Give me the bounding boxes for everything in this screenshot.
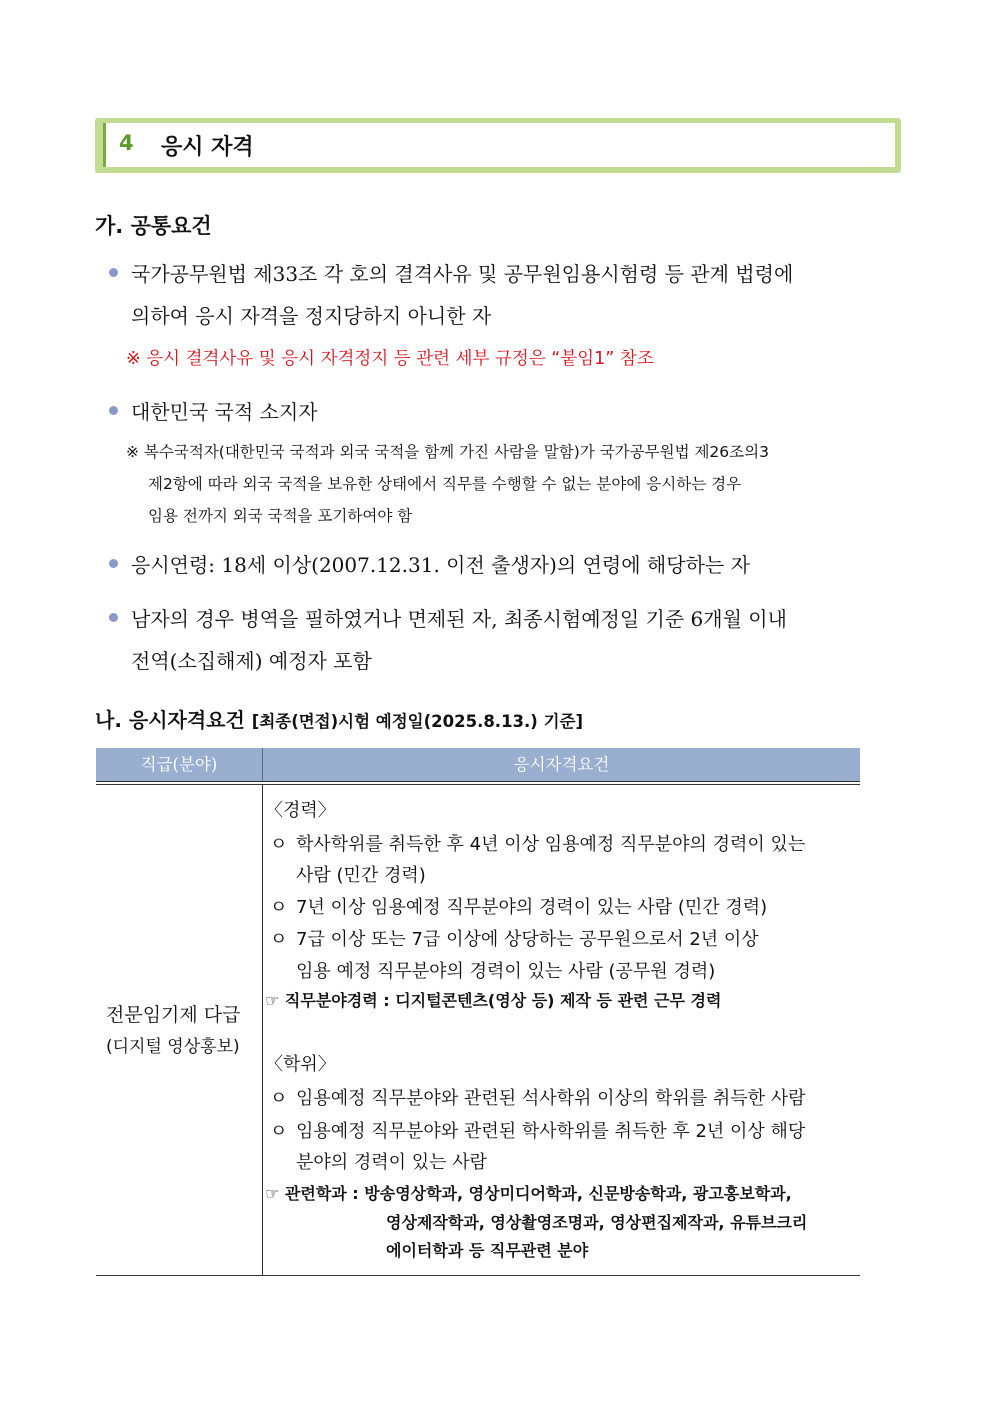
item-mark: ㅇ [270, 897, 288, 918]
common-b4-line1: 남자의 경우 병역을 필하였거나 면제된 자, 최종시험예정일 기준 6개월 이내 [131, 607, 787, 631]
career-item1-line2: 사람 (민간 경력) [296, 865, 426, 886]
bullet-icon [109, 613, 118, 622]
degree-title: 〈학위〉 [265, 1054, 336, 1075]
career-title: 〈경력〉 [265, 800, 336, 821]
career-item2: 7년 이상 임용예정 직무분야의 경력이 있는 사람 (민간 경력) [296, 897, 768, 918]
dept-note-line3: 에이터학과 등 직무관련 분야 [386, 1241, 589, 1260]
common-b2-note2: 제2항에 따라 외국 국적을 보유한 상태에서 직무를 수행할 수 없는 분야에 응시하는 경우 [148, 475, 742, 493]
common-b1-line2: 의하여 응시 자격을 정지당하지 아니한 자 [131, 304, 492, 328]
career-note: ☞ 직무분야경력 : 디지털콘텐츠(영상 등) 제작 등 관련 근무 경력 [265, 991, 722, 1010]
qual-heading-text: 나. 응시자격요건 [95, 708, 245, 732]
position-line1: 전문임기제 다급 [106, 1004, 241, 1026]
dept-note-line1: ☞ 관련학과 : 방송영상학과, 영상미디어학과, 신문방송학과, 광고홍보학과, [265, 1184, 792, 1203]
degree-item2-line2: 분야의 경력이 있는 사람 [296, 1152, 488, 1173]
common-b2-note3: 임용 전까지 외국 국적을 포기하여야 함 [148, 507, 413, 525]
item-mark: ㅇ [270, 929, 288, 950]
degree-item1: 임용예정 직무분야와 관련된 석사학위 이상의 학위를 취득한 사람 [296, 1088, 806, 1109]
item-mark: ㅇ [270, 1088, 288, 1109]
bullet-icon [109, 406, 118, 415]
qual-heading [95, 704, 583, 733]
common-heading: 가. 공통요건 [95, 214, 212, 238]
common-b4-line2: 전역(소집해제) 예정자 포함 [131, 649, 372, 673]
table-header [96, 748, 860, 781]
bullet-icon [109, 559, 118, 568]
section-header-inner [103, 123, 895, 167]
table-column-divider [262, 784, 263, 1275]
table-col-requirements: 응시자격요건 [513, 755, 610, 774]
career-item3-line1: 7급 이상 또는 7급 이상에 상당하는 공무원으로서 2년 이상 [296, 929, 759, 950]
section-header [95, 118, 901, 173]
bullet-icon [109, 268, 118, 277]
section-title: 응시 자격 [161, 135, 254, 160]
career-item1-line1: 학사학위를 취득한 후 4년 이상 임용예정 직무분야의 경력이 있는 [296, 834, 806, 855]
table-rule [96, 784, 860, 785]
position-line2: (디지털 영상홍보) [106, 1037, 240, 1057]
item-mark: ㅇ [270, 834, 288, 855]
table-col-position: 직급(분야) [140, 755, 218, 774]
table-bottom-rule [96, 1275, 860, 1276]
qual-heading-sub: [최종(면접)시험 예정일(2025.8.13.) 기준] [251, 712, 584, 731]
common-b1-note: ※ 응시 결격사유 및 응시 자격정지 등 관련 세부 규정은 “붙임1” 참조 [126, 349, 654, 369]
section-number: 4 [119, 131, 134, 155]
table-rule [96, 781, 860, 782]
degree-item2-line1: 임용예정 직무분야와 관련된 학사학위를 취득한 후 2년 이상 해당 [296, 1121, 806, 1142]
career-item3-line2: 임용 예정 직무분야의 경력이 있는 사람 (공무원 경력) [296, 961, 716, 982]
common-b2: 대한민국 국적 소지자 [131, 400, 318, 424]
common-b1-line1: 국가공무원법 제33조 각 호의 결격사유 및 공무원임용시험령 등 관계 법령에 [131, 262, 794, 286]
dept-note-line2: 영상제작학과, 영상촬영조명과, 영상편집제작과, 유튜브크리 [386, 1213, 808, 1232]
common-b3: 응시연령: 18세 이상(2007.12.31. 이전 출생자)의 연령에 해당하는 자 [131, 553, 750, 577]
item-mark: ㅇ [270, 1121, 288, 1142]
common-b2-note1: ※ 복수국적자(대한민국 국적과 외국 국적을 함께 가진 사람을 말함)가 국가공무원법 제26조의3 [126, 443, 769, 461]
